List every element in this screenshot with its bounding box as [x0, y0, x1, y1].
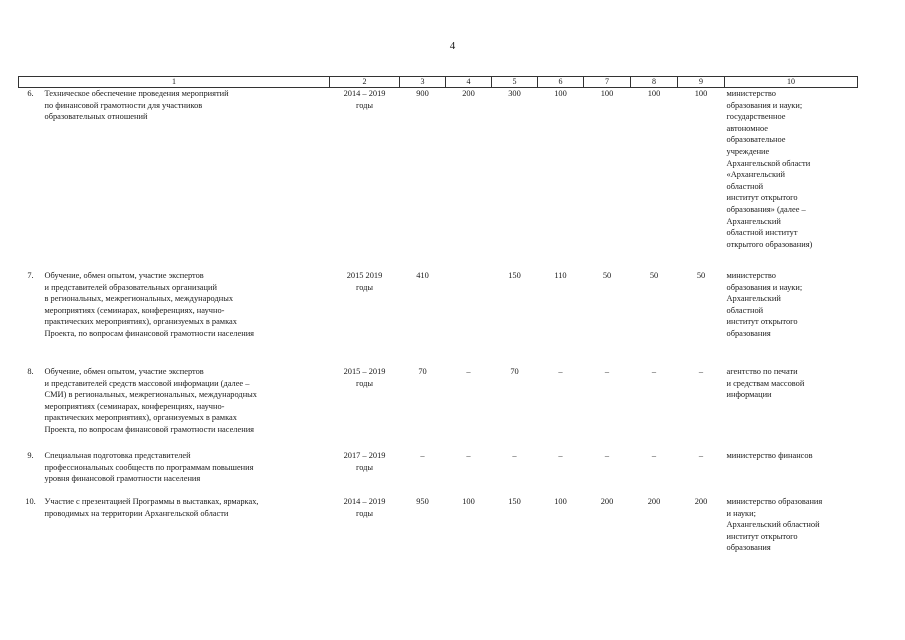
text-line: Специальная подготовка представителей — [44, 451, 191, 460]
period — [330, 450, 400, 496]
funding-value: 50 — [696, 271, 706, 280]
text-line: образования» (далее – — [726, 204, 806, 214]
column-header: 10 — [725, 77, 858, 88]
activity-name — [43, 366, 330, 450]
text-line: институт открытого — [726, 317, 798, 327]
column-header: 3 — [400, 77, 446, 88]
column-header: 6 — [538, 77, 584, 88]
executor — [725, 450, 858, 496]
text-line: министерство образования — [726, 497, 823, 506]
text-line: областной институт — [726, 228, 798, 238]
activity-name — [43, 88, 330, 271]
table-row — [19, 450, 858, 496]
column-header: 1 — [19, 77, 330, 88]
text-line: и представителей средств массовой информации (далее – — [44, 378, 250, 388]
funding-value: – — [420, 451, 425, 460]
funding-value: 100 — [694, 89, 708, 98]
funding-value: – — [558, 451, 563, 460]
text-line: государственное — [726, 112, 786, 122]
activity-name — [43, 496, 330, 566]
executor — [725, 270, 858, 366]
text-line: агентство по печати — [726, 367, 798, 376]
text-line: Обучение, обмен опытом, участие экспертов — [44, 367, 204, 376]
column-header: 8 — [631, 77, 678, 88]
text-line: образования — [726, 328, 771, 338]
funding-value: – — [466, 367, 471, 376]
text-line: уровня финансовой грамотности населения — [44, 474, 201, 484]
executor — [725, 496, 858, 566]
text-line: Архангельский — [726, 216, 781, 226]
text-line: Архангельский — [726, 294, 781, 304]
funding-value: – — [466, 451, 471, 460]
text-line: учреждение — [726, 146, 770, 156]
column-header: 7 — [584, 77, 631, 88]
row-number: 7. — [27, 271, 34, 280]
text-line: профессиональных сообществ по программам повышения — [44, 462, 254, 472]
text-line: образовательных отношений — [44, 112, 148, 122]
funding-value: 100 — [554, 497, 567, 506]
text-line: образования — [726, 543, 771, 553]
funding-value — [446, 270, 492, 366]
column-header: 9 — [678, 77, 725, 88]
text-line: министерство финансов — [726, 451, 813, 460]
text-line: Архангельский областной — [726, 520, 820, 530]
text-line: Обучение, обмен опытом, участие экспертов — [44, 271, 204, 280]
funding-value: – — [698, 451, 704, 460]
text-line: образовательное — [726, 135, 786, 145]
text-line: СМИ) в региональных, межрегиональных, международных — [44, 390, 257, 400]
activity-name — [43, 270, 330, 366]
column-header: 2 — [330, 77, 400, 88]
period — [330, 270, 400, 366]
funding-value: 100 — [647, 89, 661, 98]
text-line: и средствам массовой — [726, 378, 805, 388]
funding-value: 410 — [416, 271, 429, 280]
text-line: практических мероприятиях), организуемых в рамках — [44, 317, 237, 327]
period — [330, 496, 400, 566]
column-header: 5 — [492, 77, 538, 88]
funding-value: – — [651, 367, 657, 376]
text-line: в региональных, межрегиональных, международных — [44, 294, 234, 304]
text-line: годы — [355, 508, 374, 518]
text-line: проводимых на территории Архангельской области — [44, 508, 229, 518]
executor — [725, 88, 858, 271]
text-line: министерство — [726, 271, 776, 280]
text-line: 2015 2019 — [346, 271, 383, 280]
table-row — [19, 88, 858, 271]
text-line: мероприятиях (семинарах, конференциях, научно- — [44, 401, 225, 411]
text-line: годы — [355, 100, 374, 110]
table-row — [19, 496, 858, 566]
text-line: министерство — [726, 89, 776, 98]
text-line: мероприятиях (семинарах, конференциях, научно- — [44, 305, 225, 315]
funding-value: 200 — [694, 497, 708, 506]
funding-value: 100 — [462, 497, 475, 506]
program-table — [18, 76, 858, 566]
activity-name — [43, 450, 330, 496]
funding-value: 110 — [554, 271, 567, 280]
funding-value: 70 — [418, 367, 427, 376]
column-header: 4 — [446, 77, 492, 88]
row-number: 9. — [27, 451, 34, 460]
text-line: по финансовой грамотности для участников — [44, 100, 203, 110]
funding-value: – — [698, 367, 704, 376]
text-line: Проекта, по вопросам финансовой грамотности населения — [44, 328, 255, 338]
funding-value: 900 — [416, 89, 429, 98]
text-line: областной — [726, 181, 764, 191]
text-line: 2014 – 2019 — [343, 89, 386, 98]
text-line: Участие с презентацией Программы в выставках, ярмарках, — [44, 497, 259, 506]
period — [330, 366, 400, 450]
text-line: годы — [355, 282, 374, 292]
executor — [725, 366, 858, 450]
text-line: Проекта, по вопросам финансовой грамотности населения — [44, 424, 255, 434]
funding-value: 100 — [600, 89, 614, 98]
funding-value: 50 — [602, 271, 612, 280]
funding-value: – — [558, 367, 563, 376]
text-line: 2015 – 2019 — [343, 367, 386, 376]
text-line: областной — [726, 305, 764, 315]
funding-value: 950 — [416, 497, 429, 506]
funding-value: 200 — [462, 89, 475, 98]
funding-value: 200 — [600, 497, 614, 506]
text-line: институт открытого — [726, 193, 798, 203]
text-line: «Архангельский — [726, 170, 785, 180]
text-line: Архангельской области — [726, 158, 811, 168]
table-row — [19, 366, 858, 450]
row-number: 6. — [27, 89, 34, 98]
funding-value: 150 — [508, 497, 521, 506]
table-body — [19, 88, 858, 567]
text-line: и представителей образовательных организаций — [44, 282, 217, 292]
funding-value: 70 — [510, 367, 519, 376]
text-line: и науки; — [726, 508, 756, 518]
row-number: 10. — [25, 497, 36, 506]
funding-value: 300 — [508, 89, 521, 98]
column-number-row — [19, 77, 858, 88]
funding-value: – — [604, 451, 610, 460]
funding-value: – — [651, 451, 657, 460]
text-line: информации — [726, 390, 772, 400]
period — [330, 88, 400, 271]
funding-value: 50 — [649, 271, 659, 280]
funding-value: 100 — [554, 89, 567, 98]
text-line: 2014 – 2019 — [343, 497, 386, 506]
text-line: открытого образования) — [726, 239, 813, 249]
text-line: образования и науки; — [726, 100, 803, 110]
funding-value: – — [604, 367, 610, 376]
page-number: 4 — [449, 40, 456, 52]
text-line: автономное — [726, 123, 768, 133]
text-line: 2017 – 2019 — [343, 451, 386, 460]
text-line: практических мероприятиях), организуемых в рамках — [44, 413, 237, 423]
funding-value: 150 — [508, 271, 521, 280]
text-line: Техническое обеспечение проведения мероприятий — [44, 89, 229, 98]
text-line: годы — [355, 378, 374, 388]
funding-value: – — [512, 451, 517, 460]
table-row — [19, 270, 858, 366]
funding-value: 200 — [647, 497, 661, 506]
text-line: образования и науки; — [726, 282, 803, 292]
text-line: годы — [355, 462, 374, 472]
text-line: институт открытого — [726, 531, 798, 541]
row-number: 8. — [27, 367, 34, 376]
